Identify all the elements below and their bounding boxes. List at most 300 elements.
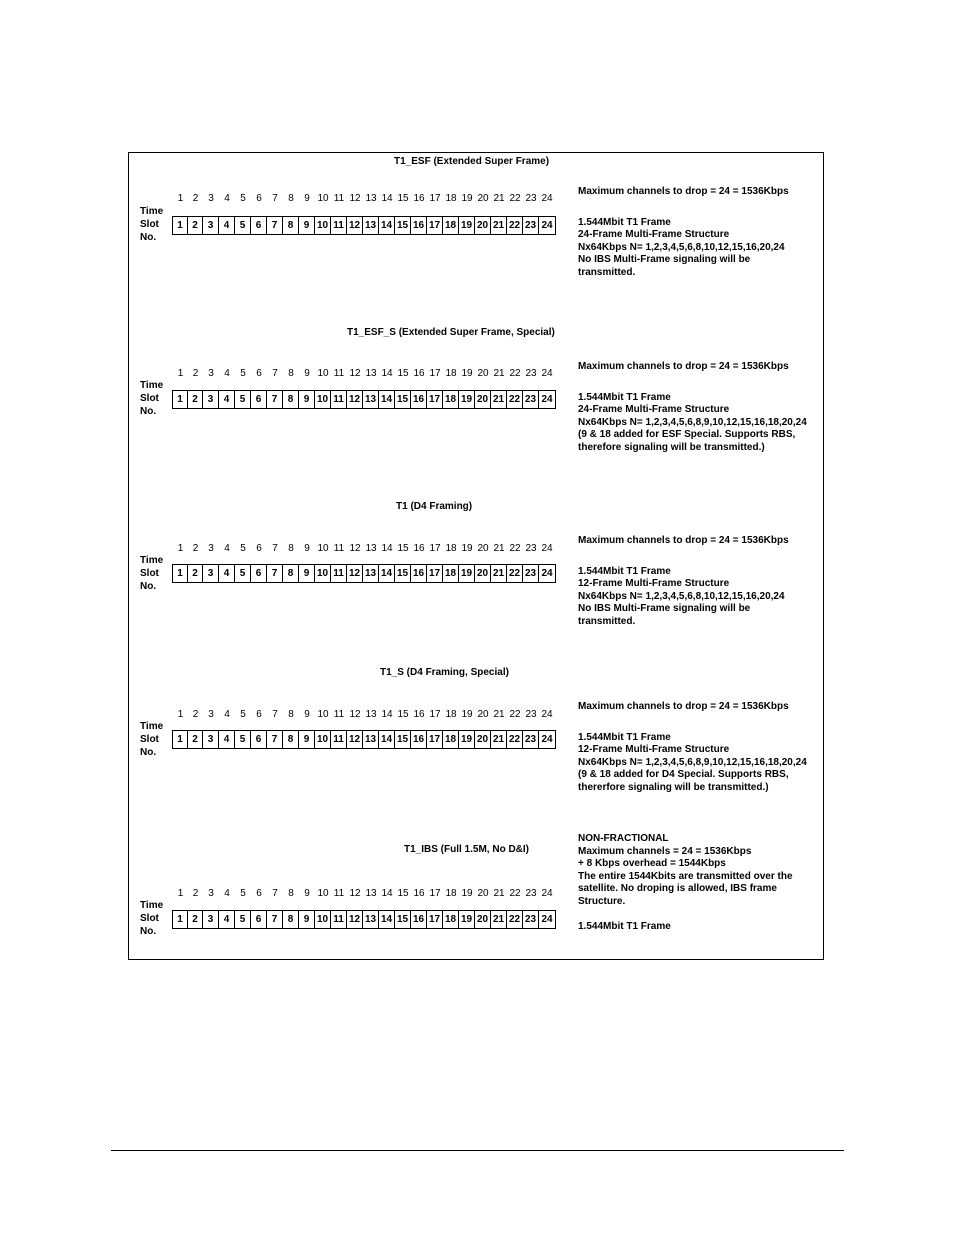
header-number: 8 (288, 193, 294, 204)
time-slot-cell: 7 (267, 565, 283, 582)
header-number: 24 (541, 193, 553, 204)
time-slot-cell: 12 (347, 217, 363, 234)
time-slot-cell: 21 (491, 731, 507, 748)
time-slot-cell: 16 (411, 217, 427, 234)
time-slot-cell: 19 (459, 565, 475, 582)
time-slot-cell: 18 (443, 391, 459, 408)
header-number: 21 (493, 888, 505, 899)
time-slot-cell: 17 (427, 911, 443, 928)
time-slot-cell: 3 (203, 217, 219, 234)
header-number: 10 (317, 543, 329, 554)
time-slot-cell: 3 (203, 731, 219, 748)
footer-rule (111, 1150, 844, 1151)
time-slot-cell: 20 (475, 391, 491, 408)
description-line: 1.544Mbit T1 Frame (578, 216, 671, 228)
header-number: 14 (381, 193, 393, 204)
time-slot-label-line: No. (140, 581, 157, 592)
header-number: 19 (461, 193, 473, 204)
header-number: 5 (240, 543, 246, 554)
framing-section (129, 501, 823, 661)
time-slot-cell: 6 (251, 911, 267, 928)
time-slot-cell: 9 (299, 731, 315, 748)
time-slot-cell: 10 (315, 731, 331, 748)
header-number: 1 (177, 543, 184, 554)
header-number: 3 (208, 543, 214, 554)
time-slot-cell: 23 (523, 217, 539, 234)
time-slot-cell: 13 (363, 911, 379, 928)
header-number: 18 (445, 888, 457, 899)
header-number: 6 (256, 709, 262, 720)
time-slot-cell: 21 (491, 217, 507, 234)
time-slot-label-line: No. (140, 232, 157, 243)
header-number: 5 (240, 193, 246, 204)
header-number: 13 (365, 888, 377, 899)
time-slot-cell: 22 (507, 731, 523, 748)
header-number: 1 (177, 709, 184, 720)
header-number: 16 (413, 193, 425, 204)
time-slot-cell: 11 (331, 391, 347, 408)
header-number: 18 (445, 368, 457, 379)
description-line: Structure. (578, 895, 626, 907)
max-channels-text: Maximum channels to drop = 24 = 1536Kbps (578, 361, 789, 372)
time-slot-cell: 21 (491, 565, 507, 582)
time-slot-cell: 4 (219, 565, 235, 582)
time-slot-cell: 9 (299, 565, 315, 582)
header-number: 1 (177, 368, 184, 379)
time-slot-cell: 17 (427, 391, 443, 408)
time-slot-label (140, 379, 163, 418)
time-slot-cell: 1 (173, 391, 188, 408)
time-slot-cell: 7 (267, 911, 283, 928)
header-number: 20 (477, 709, 489, 720)
description-line: therefore signaling will be transmitted.) (578, 441, 765, 453)
time-slot-cell: 5 (235, 565, 251, 582)
time-slot-cell: 9 (299, 217, 315, 234)
time-slot-cell: 13 (363, 731, 379, 748)
t1-framing-figure (128, 152, 824, 960)
time-slot-cell: 8 (283, 731, 299, 748)
header-number: 5 (240, 888, 246, 899)
time-slot-cell: 3 (203, 391, 219, 408)
section-description (578, 701, 823, 795)
header-number: 9 (304, 543, 310, 554)
time-slot-cell: 19 (459, 731, 475, 748)
time-slot-cell: 11 (331, 217, 347, 234)
header-number: 13 (365, 193, 377, 204)
time-slot-cell: 16 (411, 565, 427, 582)
time-slot-cell: 2 (188, 731, 203, 748)
header-number: 6 (256, 193, 262, 204)
description-line: (9 & 18 added for ESF Special. Supports RBS, (578, 429, 796, 441)
time-slot-label-line: Time (140, 555, 164, 566)
time-slot-cell: 21 (491, 391, 507, 408)
time-slot-cell: 7 (267, 731, 283, 748)
time-slot-cell: 7 (267, 391, 283, 408)
time-slot-cell: 6 (251, 391, 267, 408)
time-slot-cell: 7 (267, 217, 283, 234)
header-number: 16 (413, 543, 425, 554)
header-number: 4 (224, 888, 230, 899)
time-slot-label (140, 720, 163, 759)
section-description (578, 361, 823, 455)
section-title: T1_IBS (Full 1.5M, No D&I) (404, 844, 530, 855)
header-number: 22 (509, 543, 521, 554)
time-slot-cell: 21 (491, 911, 507, 928)
header-number: 24 (541, 543, 553, 554)
description-line: 1.544Mbit T1 Frame (578, 565, 671, 577)
time-slot-cell: 6 (251, 217, 267, 234)
time-slot-cell: 20 (475, 731, 491, 748)
header-number: 8 (288, 888, 294, 899)
time-slot-cell: 5 (235, 391, 251, 408)
header-number: 17 (429, 193, 441, 204)
header-number: 22 (509, 193, 521, 204)
description-line: 24-Frame Multi-Frame Structure (578, 404, 730, 416)
time-slot-cell: 13 (363, 565, 379, 582)
time-slot-label-line: No. (140, 926, 157, 937)
time-slot-label (140, 205, 163, 244)
header-number: 2 (192, 888, 199, 899)
header-number: 15 (397, 368, 409, 379)
header-number: 12 (349, 368, 361, 379)
header-number: 9 (304, 193, 310, 204)
framing-section (129, 833, 823, 993)
header-number: 11 (333, 543, 345, 554)
time-slot-cell: 4 (219, 911, 235, 928)
time-slot-cell: 2 (188, 565, 203, 582)
header-number: 21 (493, 709, 505, 720)
header-number: 7 (272, 368, 278, 379)
header-number: 8 (288, 368, 294, 379)
time-slot-cell: 18 (443, 911, 459, 928)
description-line: No IBS Multi-Frame signaling will be (578, 254, 751, 266)
time-slot-cell: 8 (283, 391, 299, 408)
header-number: 22 (509, 368, 521, 379)
time-slot-cell: 12 (347, 565, 363, 582)
header-number: 9 (304, 709, 310, 720)
header-number: 20 (477, 193, 489, 204)
time-slot-label-line: Time (140, 721, 164, 732)
time-slot-cell: 5 (235, 911, 251, 928)
max-channels-text: Maximum channels to drop = 24 = 1536Kbps (578, 186, 789, 197)
time-slot-label-line: No. (140, 747, 157, 758)
header-number: 13 (365, 368, 377, 379)
time-slot-label (140, 899, 163, 938)
time-slot-cell: 13 (363, 391, 379, 408)
time-slot-cell: 8 (283, 217, 299, 234)
time-slot-row (172, 390, 556, 409)
header-number: 3 (208, 709, 214, 720)
time-slot-cell: 18 (443, 565, 459, 582)
time-slot-cell: 4 (219, 217, 235, 234)
time-slot-cell: 17 (427, 217, 443, 234)
header-number: 11 (333, 888, 345, 899)
time-slot-cell: 22 (507, 391, 523, 408)
header-number: 17 (429, 368, 441, 379)
time-slot-cell: 14 (379, 911, 395, 928)
description-line: + 8 Kbps overhead = 1544Kbps (578, 858, 726, 870)
header-number: 8 (288, 543, 294, 554)
description-line: 1.544Mbit T1 Frame (578, 731, 671, 743)
time-slot-row (172, 730, 556, 749)
time-slot-cell: 15 (395, 565, 411, 582)
time-slot-cell: 3 (203, 565, 219, 582)
header-number: 14 (381, 888, 393, 899)
header-number: 14 (381, 368, 393, 379)
time-slot-cell: 11 (331, 911, 347, 928)
time-slot-cell: 12 (347, 911, 363, 928)
description-line: NON-FRACTIONAL (578, 833, 669, 844)
time-slot-cell: 23 (523, 391, 539, 408)
time-slot-cell: 6 (251, 731, 267, 748)
description-line: transmitted. (578, 615, 636, 627)
time-slot-cell: 20 (475, 565, 491, 582)
time-slot-cell: 23 (523, 731, 539, 748)
time-slot-label-line: Slot (140, 734, 159, 745)
max-channels-text: Maximum channels to drop = 24 = 1536Kbps (578, 701, 789, 712)
header-number: 15 (397, 709, 409, 720)
time-slot-row (172, 564, 556, 583)
header-number: 2 (192, 193, 199, 204)
time-slot-cell: 1 (173, 731, 188, 748)
time-slot-cell: 20 (475, 911, 491, 928)
time-slot-cell: 10 (315, 217, 331, 234)
framing-section (129, 153, 823, 313)
header-number: 22 (509, 709, 521, 720)
description-line: No IBS Multi-Frame signaling will be (578, 603, 751, 615)
time-slot-cell: 15 (395, 217, 411, 234)
header-number: 20 (477, 543, 489, 554)
header-number: 7 (272, 193, 278, 204)
header-number: 23 (525, 368, 537, 379)
header-number: 18 (445, 709, 457, 720)
time-slot-cell: 14 (379, 731, 395, 748)
time-slot-label-line: Slot (140, 219, 159, 230)
time-slot-cell: 17 (427, 565, 443, 582)
description-line: 24-Frame Multi-Frame Structure (578, 229, 730, 241)
header-number: 21 (493, 193, 505, 204)
time-slot-cell: 8 (283, 565, 299, 582)
header-number: 24 (541, 888, 553, 899)
time-slot-label-line: Slot (140, 913, 159, 924)
time-slot-cell: 24 (541, 734, 553, 745)
header-number: 8 (288, 709, 294, 720)
description-line: (9 & 18 added for D4 Special. Supports RBS, (578, 769, 789, 781)
header-number: 13 (365, 709, 377, 720)
description-line: 1.544Mbit T1 Frame (578, 391, 671, 403)
header-number: 4 (224, 193, 230, 204)
section-title: T1_ESF_S (Extended Super Frame, Special) (347, 327, 555, 338)
header-number: 5 (240, 368, 246, 379)
description-line: The entire 1544Kbits are transmitted over the (578, 870, 793, 882)
header-number: 7 (272, 888, 278, 899)
time-slot-label-line: Time (140, 900, 164, 911)
header-number: 1 (177, 888, 184, 899)
header-number: 24 (541, 709, 553, 720)
max-channels-text: Maximum channels to drop = 24 = 1536Kbps (578, 535, 789, 546)
time-slot-cell: 16 (411, 731, 427, 748)
header-number: 3 (208, 888, 214, 899)
time-slot-cell: 15 (395, 391, 411, 408)
header-number: 4 (224, 709, 230, 720)
time-slot-cell: 10 (315, 391, 331, 408)
header-number: 21 (493, 368, 505, 379)
header-number: 11 (333, 368, 345, 379)
time-slot-cell: 24 (541, 568, 553, 579)
section-description (578, 535, 823, 629)
header-number: 17 (429, 709, 441, 720)
time-slot-cell: 18 (443, 217, 459, 234)
header-number: 5 (240, 709, 246, 720)
header-number: 14 (381, 709, 393, 720)
time-slot-cell: 12 (347, 391, 363, 408)
header-number: 15 (397, 543, 409, 554)
time-slot-row (172, 910, 556, 929)
header-number: 3 (208, 368, 214, 379)
time-slot-cell: 20 (475, 217, 491, 234)
description-line: Nx64Kbps N= 1,2,3,4,5,6,8,10,12,15,16,20,24 (578, 241, 785, 253)
time-slot-label-line: Time (140, 206, 164, 217)
header-number: 10 (317, 709, 329, 720)
header-number: 4 (224, 368, 230, 379)
header-number: 18 (445, 193, 457, 204)
framing-section (129, 327, 823, 487)
time-slot-cell: 14 (379, 565, 395, 582)
header-number: 23 (525, 709, 537, 720)
time-slot-cell: 5 (235, 731, 251, 748)
header-number: 19 (461, 543, 473, 554)
description-line: Nx64Kbps N= 1,2,3,4,5,6,8,10,12,15,16,20,24 (578, 590, 785, 602)
header-number: 12 (349, 543, 361, 554)
time-slot-cell: 6 (251, 565, 267, 582)
header-number: 23 (525, 543, 537, 554)
time-slot-cell: 14 (379, 217, 395, 234)
time-slot-cell: 1 (173, 911, 188, 928)
description-line: thererfore signaling will be transmitted.) (578, 781, 769, 793)
header-number: 6 (256, 543, 262, 554)
header-number: 21 (493, 543, 505, 554)
time-slot-cell: 24 (541, 394, 553, 405)
time-slot-cell: 19 (459, 911, 475, 928)
header-number: 16 (413, 368, 425, 379)
time-slot-cell: 15 (395, 911, 411, 928)
time-slot-cell: 8 (283, 911, 299, 928)
time-slot-cell: 10 (315, 565, 331, 582)
header-number: 2 (192, 543, 199, 554)
header-number: 4 (224, 543, 230, 554)
time-slot-cell: 19 (459, 391, 475, 408)
header-number: 18 (445, 543, 457, 554)
time-slot-cell: 18 (443, 731, 459, 748)
description-line: 12-Frame Multi-Frame Structure (578, 578, 730, 590)
time-slot-cell: 11 (331, 565, 347, 582)
time-slot-cell: 14 (379, 391, 395, 408)
time-slot-label-line: Slot (140, 393, 159, 404)
header-number: 1 (177, 193, 184, 204)
time-slot-cell: 22 (507, 911, 523, 928)
header-number: 12 (349, 709, 361, 720)
header-number: 14 (381, 543, 393, 554)
section-title: T1_S (D4 Framing, Special) (380, 667, 509, 678)
description-line: 1.544Mbit T1 Frame (578, 920, 671, 932)
time-slot-row (172, 216, 556, 235)
time-slot-cell: 5 (235, 217, 251, 234)
header-number: 11 (333, 193, 345, 204)
time-slot-cell: 4 (219, 731, 235, 748)
header-number: 19 (461, 368, 473, 379)
header-number: 17 (429, 543, 441, 554)
header-number: 16 (413, 709, 425, 720)
description-line: satellite. No droping is allowed, IBS frame (578, 883, 777, 895)
time-slot-cell: 2 (188, 217, 203, 234)
time-slot-cell: 12 (347, 731, 363, 748)
time-slot-cell: 1 (173, 565, 188, 582)
time-slot-cell: 22 (507, 217, 523, 234)
header-number: 16 (413, 888, 425, 899)
time-slot-cell: 2 (188, 391, 203, 408)
header-number: 7 (272, 709, 278, 720)
time-slot-label-line: Slot (140, 568, 159, 579)
header-number: 2 (192, 368, 199, 379)
header-number: 23 (525, 888, 537, 899)
header-number: 9 (304, 888, 310, 899)
time-slot-cell: 2 (188, 911, 203, 928)
time-slot-cell: 3 (203, 911, 219, 928)
header-number: 3 (208, 193, 214, 204)
section-title: T1 (D4 Framing) (396, 501, 473, 512)
header-number: 7 (272, 543, 278, 554)
time-slot-cell: 9 (299, 911, 315, 928)
time-slot-cell: 4 (219, 391, 235, 408)
section-title: T1_ESF (Extended Super Frame) (394, 156, 550, 167)
time-slot-cell: 23 (523, 565, 539, 582)
header-number: 15 (397, 888, 409, 899)
description-line: Maximum channels = 24 = 1536Kbps (578, 845, 752, 857)
time-slot-cell: 22 (507, 565, 523, 582)
header-number: 10 (317, 368, 329, 379)
header-number: 10 (317, 193, 329, 204)
header-number: 22 (509, 888, 521, 899)
header-number: 19 (461, 709, 473, 720)
header-number: 24 (541, 368, 553, 379)
header-number: 6 (256, 368, 262, 379)
time-slot-cell: 24 (541, 914, 553, 925)
header-number: 20 (477, 368, 489, 379)
header-number: 17 (429, 888, 441, 899)
header-number: 20 (477, 888, 489, 899)
header-number: 11 (333, 709, 345, 720)
header-number: 13 (365, 543, 377, 554)
time-slot-cell: 11 (331, 731, 347, 748)
description-line: 12-Frame Multi-Frame Structure (578, 744, 730, 756)
header-number: 23 (525, 193, 537, 204)
time-slot-cell: 23 (523, 911, 539, 928)
framing-section (129, 667, 823, 827)
header-number: 19 (461, 888, 473, 899)
header-number: 12 (349, 888, 361, 899)
section-description (578, 186, 823, 280)
time-slot-label (140, 554, 163, 593)
time-slot-cell: 9 (299, 391, 315, 408)
header-number: 2 (192, 709, 199, 720)
time-slot-label-line: No. (140, 406, 157, 417)
time-slot-cell: 24 (541, 220, 553, 231)
time-slot-cell: 16 (411, 911, 427, 928)
section-description (578, 833, 823, 933)
header-number: 6 (256, 888, 262, 899)
time-slot-cell: 13 (363, 217, 379, 234)
time-slot-cell: 15 (395, 731, 411, 748)
